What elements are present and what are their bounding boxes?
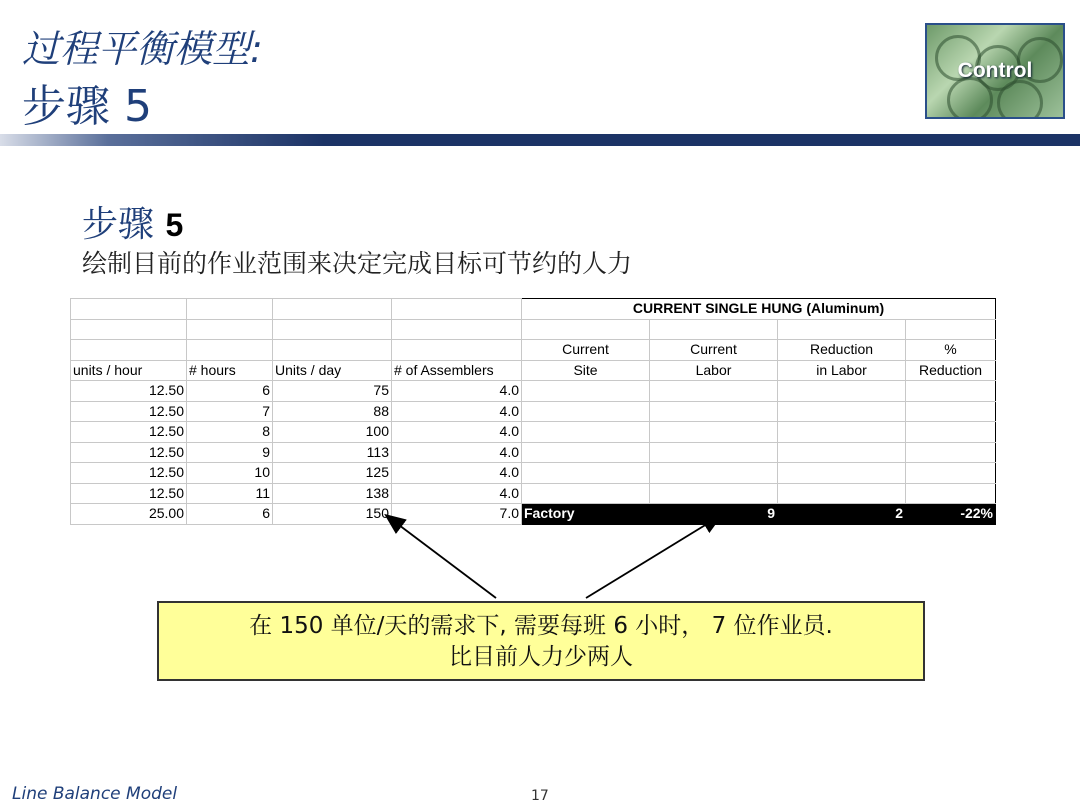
header-units-day: Units / day xyxy=(273,360,392,381)
header-current-labor-1: Current xyxy=(650,340,778,361)
header-hours: # hours xyxy=(187,360,273,381)
control-badge-label: Control xyxy=(957,59,1033,82)
cell-units-day: 100 xyxy=(273,422,392,443)
cell-units-hour: 12.50 xyxy=(71,401,187,422)
cell-units-day: 75 xyxy=(273,381,392,402)
callout-line2: 比目前人力少两人 xyxy=(449,644,633,670)
step-description: 绘制目前的作业范围来决定完成目标可节约的人力 xyxy=(82,249,633,278)
cell-assemblers: 4.0 xyxy=(392,422,522,443)
total-assemblers: 7.0 xyxy=(392,504,522,525)
cell-assemblers: 4.0 xyxy=(392,401,522,422)
total-units-hour: 25.00 xyxy=(71,504,187,525)
cell-hours: 7 xyxy=(187,401,273,422)
cell-units-hour: 12.50 xyxy=(71,463,187,484)
cell-units-hour: 12.50 xyxy=(71,483,187,504)
slide-title-line2: 步骤 5 xyxy=(22,81,152,132)
cell-units-day: 138 xyxy=(273,483,392,504)
total-site: Factory xyxy=(522,504,650,525)
cell-hours: 9 xyxy=(187,442,273,463)
footer-title: Line Balance Model xyxy=(12,784,178,804)
callout-line1: 在 150 单位/天的需求下, 需要每班 6 小时， 7 位作业员. xyxy=(249,613,833,639)
cell-units-day: 125 xyxy=(273,463,392,484)
cell-assemblers: 4.0 xyxy=(392,463,522,484)
total-reduction: 2 xyxy=(778,504,906,525)
cell-hours: 8 xyxy=(187,422,273,443)
header-current-site-2: Site xyxy=(522,360,650,381)
cell-assemblers: 4.0 xyxy=(392,483,522,504)
table-right-title: CURRENT SINGLE HUNG (Aluminum) xyxy=(522,299,996,320)
total-current-labor: 9 xyxy=(650,504,778,525)
cell-units-hour: 12.50 xyxy=(71,381,187,402)
arrow-to-assemblers xyxy=(387,516,496,598)
header-current-site-1: Current xyxy=(522,340,650,361)
cell-units-hour: 12.50 xyxy=(71,422,187,443)
header-pct-2: Reduction xyxy=(906,360,996,381)
cell-units-hour: 12.50 xyxy=(71,442,187,463)
header-current-labor-2: Labor xyxy=(650,360,778,381)
header-pct-1: % xyxy=(906,340,996,361)
header-assemblers: # of Assemblers xyxy=(392,360,522,381)
page-number: 17 xyxy=(531,788,549,804)
header-reduction-2: in Labor xyxy=(778,360,906,381)
cell-hours: 10 xyxy=(187,463,273,484)
step-heading-text: 步骤 xyxy=(82,204,155,245)
cell-assemblers: 4.0 xyxy=(392,381,522,402)
cell-hours: 6 xyxy=(187,381,273,402)
slide-title-line1: 过程平衡模型: xyxy=(22,27,263,71)
conclusion-callout xyxy=(157,601,925,681)
cell-assemblers: 4.0 xyxy=(392,442,522,463)
cell-units-day: 88 xyxy=(273,401,392,422)
total-pct-reduction: -22% xyxy=(906,504,996,525)
total-hours: 6 xyxy=(187,504,273,525)
arrow-to-labor xyxy=(586,516,720,598)
cell-hours: 11 xyxy=(187,483,273,504)
total-units-day: 150 xyxy=(273,504,392,525)
header-units-hour: units / hour xyxy=(71,360,187,381)
step-heading-number: 5 xyxy=(165,207,184,243)
cell-units-day: 113 xyxy=(273,442,392,463)
header-reduction-1: Reduction xyxy=(778,340,906,361)
